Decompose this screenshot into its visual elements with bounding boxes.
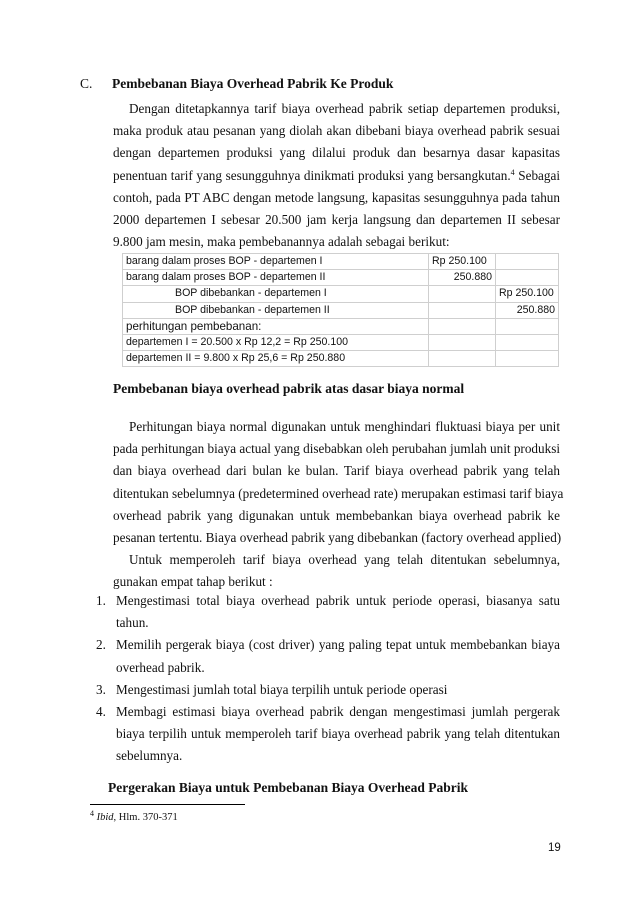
intro-paragraph	[113, 98, 560, 253]
list-line: Membagi estimasi biaya overhead pabrik dengan mengestimasi jumlah pergerak	[116, 703, 560, 719]
footnote-reference: 4	[510, 167, 515, 177]
paragraph-line: ditentukan sebelumnya (predetermined overhead rate) merupakan estimasi tarif biaya	[113, 485, 564, 501]
paragraph-text: penentuan tarif yang sesungguhnya dinikmati produksi yang bersangkutan.	[113, 167, 511, 183]
table-cell: departemen I = 20.500 x Rp 12,2 = Rp 250.100	[123, 334, 429, 350]
table-cell	[496, 334, 559, 350]
steps-list	[96, 590, 560, 768]
footnote	[90, 809, 178, 823]
list-line: biaya terpilih untuk memperoleh tarif biaya overhead pabrik yang telah ditentukan	[116, 726, 560, 742]
list-line: Memilih pergerak biaya (cost driver) yang paling tepat untuk membebankan biaya	[116, 637, 560, 653]
table-cell	[496, 270, 559, 286]
paragraph-line: dan biaya overhead dari bulan ke bulan. Tarif biaya overhead pabrik yang telah	[113, 463, 560, 479]
footnote-pages: , Hlm. 370-371	[113, 812, 178, 823]
table-row	[123, 270, 559, 286]
paragraph-line: maka produk atau pesanan yang diolah akan dibebani biaya overhead pabrik sesuai	[113, 123, 560, 139]
table-cell	[429, 286, 496, 302]
subheading-cost-driver: Pergerakan Biaya untuk Pembebanan Biaya Overhead Pabrik	[108, 780, 469, 795]
page-number: 19	[548, 842, 561, 854]
paragraph-line: pada perhitungan biaya actual yang disebabkan oleh perubahan jumlah unit produksi	[113, 441, 560, 457]
paragraph-line: Perhitungan biaya normal digunakan untuk menghindari fluktuasi biaya per unit	[129, 419, 560, 434]
list-line: tahun.	[116, 615, 149, 631]
paragraph-line: dengan departemen produksi yang dilalui produk dan besarnya dasar kapasitas	[113, 145, 560, 161]
paragraph-line: overhead pabrik yang digunakan untuk membebankan biaya overhead pabrik ke	[113, 507, 560, 523]
table-cell: barang dalam proses BOP - departemen II	[123, 270, 429, 286]
list-line: Mengestimasi jumlah total biaya terpilih untuk periode operasi	[116, 681, 448, 697]
paragraph-text: Sebagai	[518, 167, 560, 183]
table-cell	[496, 351, 559, 367]
list-item	[96, 679, 560, 701]
list-number: 4.	[96, 703, 106, 719]
paragraph-line: Dengan ditetapkannya tarif biaya overhead pabrik setiap departemen produksi,	[129, 101, 560, 116]
table-cell	[429, 302, 496, 318]
table-row	[123, 286, 559, 302]
table-row	[123, 334, 559, 350]
list-number: 2.	[96, 637, 106, 653]
list-line: overhead pabrik.	[116, 659, 205, 675]
paragraph-line: pesanan tertentu. Biaya overhead pabrik yang dibebankan (factory overhead applied)	[113, 529, 562, 545]
table-cell	[429, 334, 496, 350]
table-cell	[496, 318, 559, 334]
paragraph-line: contoh, pada PT ABC dengan metode langsung, kapasitas sesungguhnya pada tahun	[113, 189, 560, 205]
list-number: 1.	[96, 593, 106, 608]
table-row	[123, 254, 559, 270]
table-cell: barang dalam proses BOP - departemen I	[123, 254, 429, 270]
normal-cost-paragraph	[113, 416, 564, 594]
section-title: Pembebanan Biaya Overhead Pabrik Ke Produk	[112, 76, 394, 91]
journal-table	[122, 253, 559, 367]
table-cell: 250.880	[496, 302, 559, 318]
list-line: sebelumnya.	[116, 748, 183, 764]
list-item	[96, 701, 560, 768]
table-cell	[496, 254, 559, 270]
table-cell: Rp 250.100	[429, 254, 496, 270]
table-cell: Rp 250.100	[496, 286, 559, 302]
list-number: 3.	[96, 681, 106, 697]
table-cell: 250.880	[429, 270, 496, 286]
paragraph-line	[113, 165, 560, 187]
section-letter: C.	[80, 76, 93, 91]
paragraph-line: 9.800 jam mesin, maka pembebanannya adalah sebagai berikut:	[113, 234, 450, 250]
footnote-number: 4	[90, 809, 94, 818]
paragraph-line: gunakan empat tahap berikut :	[113, 574, 273, 590]
table-row	[123, 318, 559, 334]
table-row	[123, 351, 559, 367]
section-heading	[80, 76, 393, 92]
footnote-source: Ibid	[96, 812, 114, 823]
footnote-divider	[90, 804, 245, 805]
table-cell	[429, 318, 496, 334]
table-cell: departemen II = 9.800 x Rp 25,6 = Rp 250.880	[123, 351, 429, 367]
paragraph-line: 2000 departemen I sebesar 20.500 jam kerja langsung dan departemen II sebesar	[113, 211, 560, 227]
table-row	[123, 302, 559, 318]
table-cell: perhitungan pembebanan:	[123, 318, 429, 334]
list-item	[96, 634, 560, 678]
table-cell	[429, 351, 496, 367]
table-cell: BOP dibebankan - departemen II	[123, 302, 429, 318]
list-line: Mengestimasi total biaya overhead pabrik untuk periode operasi, biasanya satu	[116, 593, 560, 608]
list-item	[96, 590, 560, 634]
subheading-normal-cost: Pembebanan biaya overhead pabrik atas dasar biaya normal	[113, 381, 465, 396]
paragraph-line: Untuk memperoleh tarif biaya overhead yang telah ditentukan sebelumnya,	[129, 552, 560, 568]
table-cell: BOP dibebankan - departemen I	[123, 286, 429, 302]
